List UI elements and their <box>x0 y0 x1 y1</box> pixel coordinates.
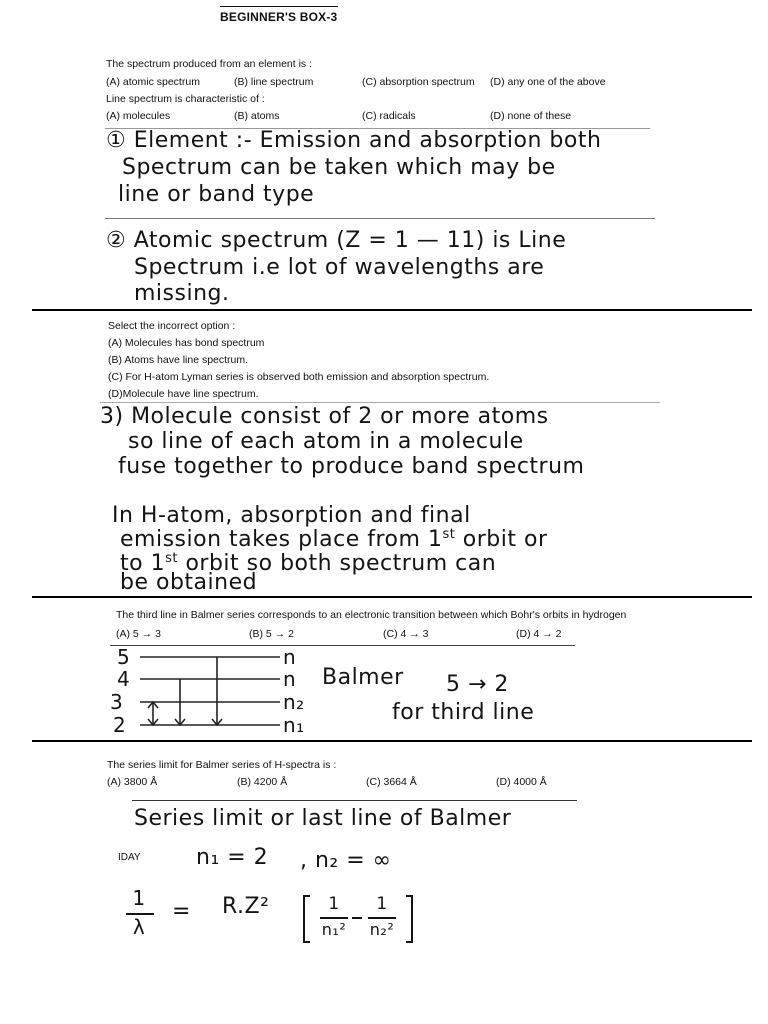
q1-option-a: (A) atomic spectrum <box>106 76 200 88</box>
note-divider <box>105 218 655 219</box>
note-series-limit: Series limit or last line of Balmer <box>134 806 512 831</box>
level-label-5: 5 <box>117 645 131 669</box>
level-n1-label: n₁ <box>283 713 305 737</box>
bracket-frac-b-num: 1 <box>376 894 388 914</box>
q1-option-b: (B) line spectrum <box>234 76 314 88</box>
right-bracket <box>406 896 412 942</box>
bracket-frac-a-num: 1 <box>328 894 340 914</box>
q5-option-c: (C) 3664 Å <box>366 776 417 788</box>
q1-option-c: (C) absorption spectrum <box>362 76 475 88</box>
bracket-frac-b-den: n₂² <box>369 920 395 939</box>
question-4-text: The third line in Balmer series corresponds to an electronic transition between which Bohr's orbits in hydrogen <box>116 609 627 621</box>
note-hatom-line-2 <box>120 527 548 552</box>
note-molecule-line-2: so line of each atom in a molecule <box>128 429 524 454</box>
note-hatom-line-2-sup: st <box>442 527 456 542</box>
q5-option-d: (D) 4000 Å <box>496 776 547 788</box>
q5-option-b: (B) 4200 Å <box>237 776 288 788</box>
q4-option-d: (D) 4 → 2 <box>516 628 562 640</box>
level-n2-label: n₂ <box>283 690 305 714</box>
formula-lhs-numerator: 1 <box>132 886 146 910</box>
note-hatom-line-3-sup: st <box>165 551 178 566</box>
formula-equals: = <box>172 899 191 924</box>
q5-option-a: (A) 3800 Å <box>107 776 158 788</box>
formula-rz2: R.Z² <box>222 894 270 919</box>
notes2-top-rule <box>100 402 660 403</box>
q2-option-a: (A) molecules <box>106 110 171 122</box>
bracket-frac-a-den: n₁² <box>321 920 347 939</box>
q3-option-a: (A) Molecules has bond spectrum <box>108 337 265 349</box>
q1-option-d: (D) any one of the above <box>490 76 606 88</box>
left-bracket <box>304 896 310 942</box>
note-element-line-2: Spectrum can be taken which may be <box>122 155 556 180</box>
page-title: BEGINNER'S BOX-3 <box>220 10 338 24</box>
section-separator-1 <box>32 309 752 311</box>
note-hatom-line-2-end: orbit or <box>455 527 548 552</box>
note-n2-value: , n₂ = ∞ <box>300 848 392 873</box>
section-separator-2 <box>32 596 752 598</box>
level-n-label-2: n <box>283 667 297 691</box>
note-hatom-line-1: In H-atom, absorption and final <box>112 503 471 528</box>
title-overline <box>220 6 338 7</box>
note-atomic-line-2: Spectrum i.e lot of wavelengths are <box>134 255 545 280</box>
energy-level-diagram <box>105 645 305 737</box>
note-n1-value: n₁ = 2 <box>196 845 269 870</box>
q4-option-b: (B) 5 → 2 <box>249 628 294 640</box>
q3-option-d: (D)Molecule have line spectrum. <box>108 388 259 400</box>
note-hatom-line-3-text: to 1 <box>120 551 166 576</box>
formula-lhs-denominator: λ <box>132 915 146 939</box>
level-label-4: 4 <box>117 667 131 691</box>
note-atomic-line-1: ② Atomic spectrum (Z = 1 — 11) is Line <box>106 228 567 253</box>
notes3-top-rule <box>132 800 577 801</box>
question-3-text: Select the incorrect option : <box>108 320 236 332</box>
note-element-line-1: ① Element :- Emission and absorption both <box>106 128 602 153</box>
note-molecule-line-3: fuse together to produce band spectrum <box>118 454 585 479</box>
level-label-3: 3 <box>110 690 124 714</box>
q2-option-b: (B) atoms <box>234 110 280 122</box>
question-2-text: Line spectrum is characteristic of : <box>106 93 265 105</box>
question-1-text: The spectrum produced from an element is : <box>106 58 313 70</box>
note-transition: 5 → 2 <box>446 672 509 697</box>
note-atomic-line-3: missing. <box>134 281 230 306</box>
level-n-label-1: n <box>283 645 297 669</box>
note-day-label: IDAY <box>118 852 141 863</box>
question-5-text: The series limit for Balmer series of H-spectra is : <box>107 759 337 771</box>
note-hatom-line-2-text: emission takes place from 1 <box>120 527 443 552</box>
note-element-line-3: line or band type <box>118 182 315 207</box>
note-molecule-line-1: 3) Molecule consist of 2 or more atoms <box>100 404 549 429</box>
level-label-2: 2 <box>113 713 127 737</box>
q4-option-c: (C) 4 → 3 <box>383 628 429 640</box>
q2-option-d: (D) none of these <box>490 110 572 122</box>
q3-option-b: (B) Atoms have line spectrum. <box>108 354 249 366</box>
q2-option-c: (C) radicals <box>362 110 416 122</box>
section-separator-3 <box>32 740 752 742</box>
q4-option-a: (A) 5 → 3 <box>116 628 161 640</box>
note-balmer: Balmer <box>322 665 404 690</box>
note-hatom-line-3-end: orbit so both spectrum can <box>177 551 497 576</box>
note-hatom-line-4: be obtained <box>120 570 258 595</box>
q3-option-c: (C) For H-atom Lyman series is observed both emission and absorption spectrum. <box>108 371 490 383</box>
note-third-line: for third line <box>392 700 535 725</box>
